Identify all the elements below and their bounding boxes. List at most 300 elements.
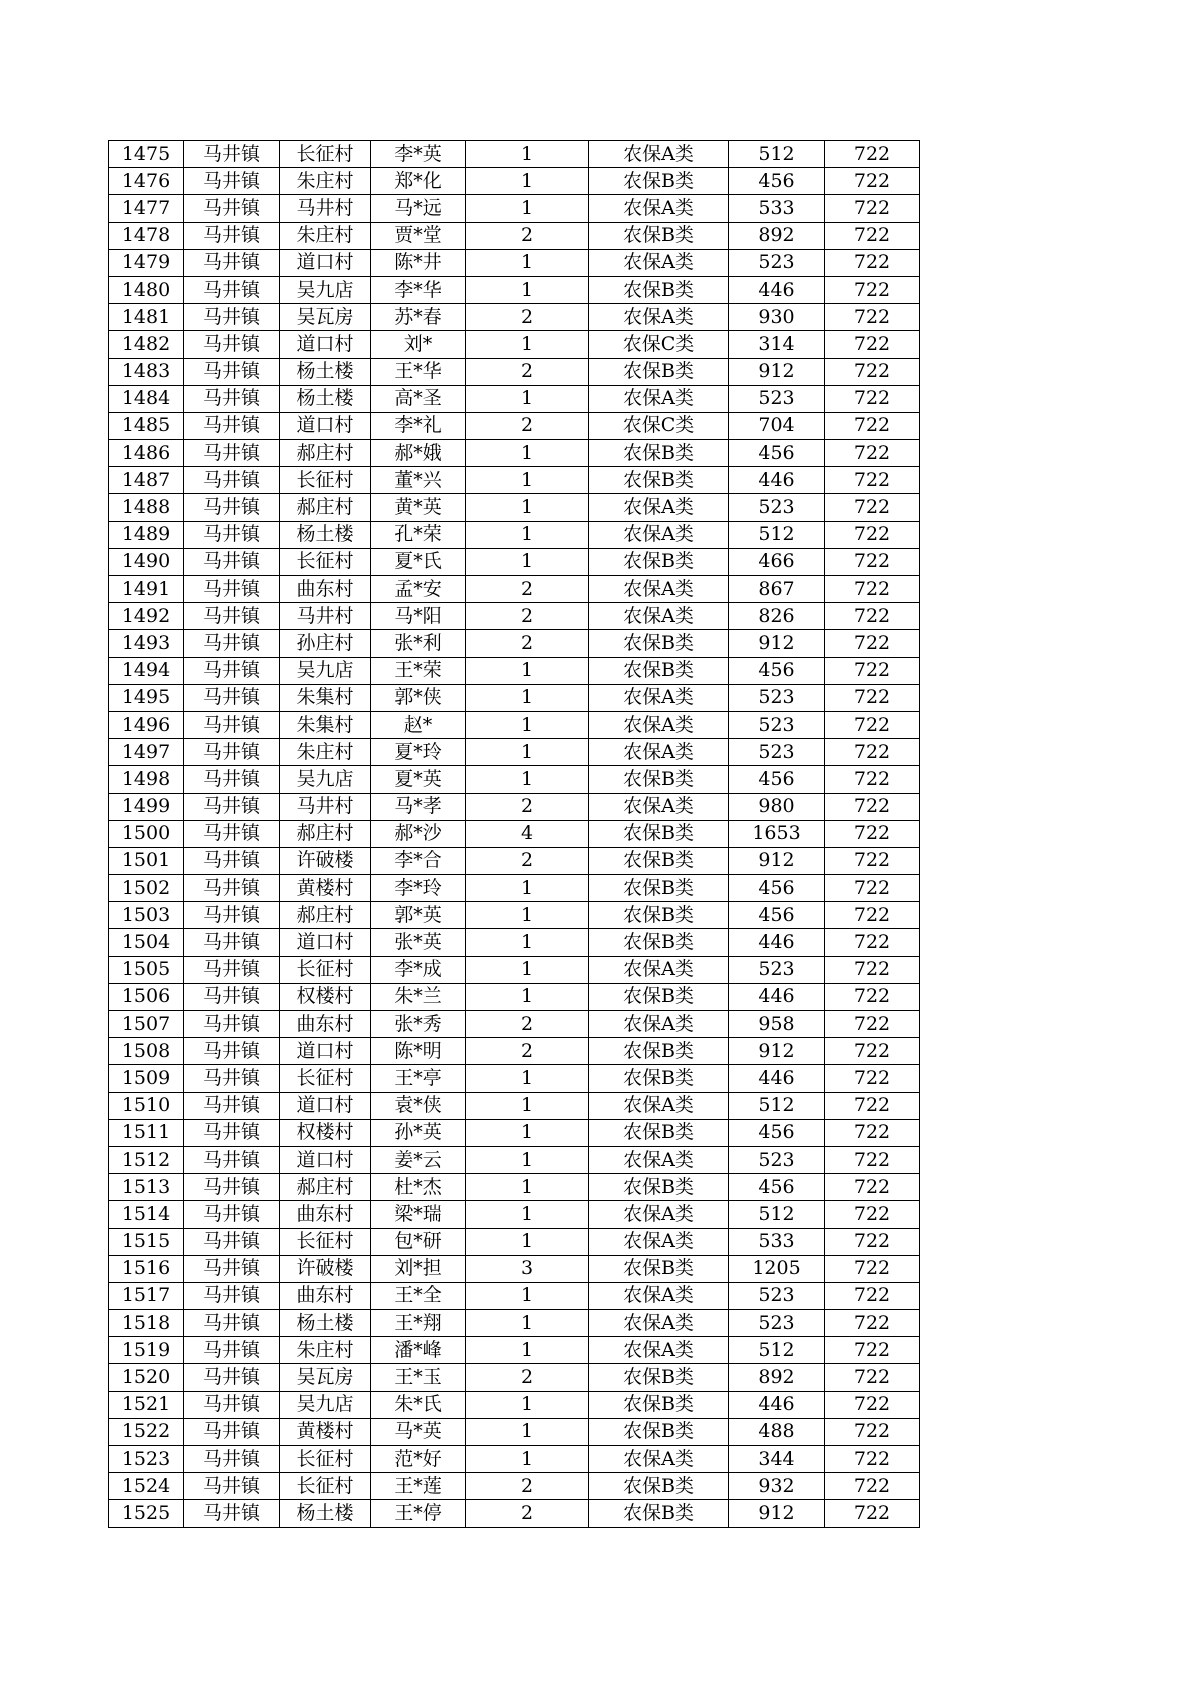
row-number-cell: 1525	[109, 1500, 184, 1527]
count-cell: 1	[466, 766, 589, 793]
name-cell: 苏*春	[371, 304, 466, 331]
town-cell: 马井镇	[184, 1391, 280, 1418]
village-cell: 吴瓦房	[280, 1364, 371, 1391]
town-cell: 马井镇	[184, 576, 280, 603]
category-cell: 农保B类	[589, 168, 729, 195]
name-cell: 孔*荣	[371, 521, 466, 548]
row-number-cell: 1506	[109, 983, 184, 1010]
town-cell: 马井镇	[184, 1038, 280, 1065]
row-number-cell: 1505	[109, 956, 184, 983]
name-cell: 王*翔	[371, 1310, 466, 1337]
table-row	[109, 222, 920, 249]
count-cell: 1	[466, 1282, 589, 1309]
amount-cell: 912	[729, 358, 825, 385]
code-cell: 722	[825, 1011, 920, 1038]
name-cell: 孙*英	[371, 1119, 466, 1146]
count-cell: 1	[466, 875, 589, 902]
name-cell: 贾*堂	[371, 222, 466, 249]
name-cell: 郭*侠	[371, 684, 466, 711]
count-cell: 2	[466, 1364, 589, 1391]
town-cell: 马井镇	[184, 902, 280, 929]
code-cell: 722	[825, 576, 920, 603]
name-cell: 杜*杰	[371, 1174, 466, 1201]
count-cell: 1	[466, 1092, 589, 1119]
count-cell: 3	[466, 1255, 589, 1282]
village-cell: 曲东村	[280, 576, 371, 603]
category-cell: 农保B类	[589, 548, 729, 575]
town-cell: 马井镇	[184, 304, 280, 331]
town-cell: 马井镇	[184, 222, 280, 249]
category-cell: 农保A类	[589, 603, 729, 630]
name-cell: 张*利	[371, 630, 466, 657]
village-cell: 道口村	[280, 1092, 371, 1119]
amount-cell: 446	[729, 983, 825, 1010]
village-cell: 黄楼村	[280, 875, 371, 902]
category-cell: 农保A类	[589, 576, 729, 603]
row-number-cell: 1510	[109, 1092, 184, 1119]
town-cell: 马井镇	[184, 956, 280, 983]
town-cell: 马井镇	[184, 1201, 280, 1228]
code-cell: 722	[825, 875, 920, 902]
row-number-cell: 1498	[109, 766, 184, 793]
amount-cell: 930	[729, 304, 825, 331]
category-cell: 农保A类	[589, 141, 729, 168]
count-cell: 1	[466, 956, 589, 983]
category-cell: 农保B类	[589, 902, 729, 929]
village-cell: 朱集村	[280, 711, 371, 738]
row-number-cell: 1503	[109, 902, 184, 929]
amount-cell: 523	[729, 684, 825, 711]
code-cell: 722	[825, 793, 920, 820]
table-row	[109, 820, 920, 847]
count-cell: 1	[466, 684, 589, 711]
name-cell: 朱*兰	[371, 983, 466, 1010]
row-number-cell: 1489	[109, 521, 184, 548]
table-row	[109, 168, 920, 195]
code-cell: 722	[825, 358, 920, 385]
code-cell: 722	[825, 1119, 920, 1146]
table-row	[109, 1228, 920, 1255]
table-row	[109, 576, 920, 603]
amount-cell: 826	[729, 603, 825, 630]
count-cell: 2	[466, 222, 589, 249]
code-cell: 722	[825, 684, 920, 711]
amount-cell: 912	[729, 630, 825, 657]
amount-cell: 1205	[729, 1255, 825, 1282]
code-cell: 722	[825, 1146, 920, 1173]
category-cell: 农保A类	[589, 1011, 729, 1038]
village-cell: 道口村	[280, 929, 371, 956]
town-cell: 马井镇	[184, 1174, 280, 1201]
code-cell: 722	[825, 956, 920, 983]
name-cell: 夏*氏	[371, 548, 466, 575]
village-cell: 吴九店	[280, 657, 371, 684]
table-row	[109, 1418, 920, 1445]
village-cell: 郝庄村	[280, 820, 371, 847]
amount-cell: 892	[729, 222, 825, 249]
row-number-cell: 1500	[109, 820, 184, 847]
count-cell: 1	[466, 168, 589, 195]
village-cell: 曲东村	[280, 1011, 371, 1038]
count-cell: 1	[466, 249, 589, 276]
table-row	[109, 739, 920, 766]
row-number-cell: 1480	[109, 276, 184, 303]
count-cell: 1	[466, 1201, 589, 1228]
category-cell: 农保A类	[589, 1146, 729, 1173]
amount-cell: 446	[729, 276, 825, 303]
village-cell: 马井村	[280, 195, 371, 222]
name-cell: 李*成	[371, 956, 466, 983]
amount-cell: 523	[729, 739, 825, 766]
table-row	[109, 956, 920, 983]
row-number-cell: 1519	[109, 1337, 184, 1364]
village-cell: 郝庄村	[280, 1174, 371, 1201]
village-cell: 杨土楼	[280, 521, 371, 548]
amount-cell: 446	[729, 929, 825, 956]
row-number-cell: 1520	[109, 1364, 184, 1391]
code-cell: 722	[825, 1282, 920, 1309]
row-number-cell: 1502	[109, 875, 184, 902]
table-row	[109, 630, 920, 657]
count-cell: 2	[466, 793, 589, 820]
row-number-cell: 1481	[109, 304, 184, 331]
count-cell: 1	[466, 1310, 589, 1337]
code-cell: 722	[825, 1038, 920, 1065]
code-cell: 722	[825, 195, 920, 222]
town-cell: 马井镇	[184, 603, 280, 630]
category-cell: 农保B类	[589, 1255, 729, 1282]
row-number-cell: 1479	[109, 249, 184, 276]
table-row	[109, 711, 920, 738]
village-cell: 马井村	[280, 603, 371, 630]
amount-cell: 512	[729, 1092, 825, 1119]
count-cell: 4	[466, 820, 589, 847]
table-row	[109, 603, 920, 630]
name-cell: 王*停	[371, 1500, 466, 1527]
code-cell: 722	[825, 521, 920, 548]
table-row	[109, 657, 920, 684]
code-cell: 722	[825, 222, 920, 249]
amount-cell: 446	[729, 467, 825, 494]
category-cell: 农保B类	[589, 1364, 729, 1391]
name-cell: 陈*明	[371, 1038, 466, 1065]
town-cell: 马井镇	[184, 494, 280, 521]
category-cell: 农保A类	[589, 739, 729, 766]
name-cell: 马*阳	[371, 603, 466, 630]
table-row	[109, 875, 920, 902]
name-cell: 董*兴	[371, 467, 466, 494]
count-cell: 1	[466, 521, 589, 548]
amount-cell: 932	[729, 1473, 825, 1500]
category-cell: 农保A类	[589, 249, 729, 276]
name-cell: 马*孝	[371, 793, 466, 820]
town-cell: 马井镇	[184, 168, 280, 195]
table-row	[109, 304, 920, 331]
town-cell: 马井镇	[184, 1065, 280, 1092]
code-cell: 722	[825, 820, 920, 847]
amount-cell: 523	[729, 711, 825, 738]
table-row	[109, 548, 920, 575]
count-cell: 1	[466, 1119, 589, 1146]
code-cell: 722	[825, 249, 920, 276]
row-number-cell: 1511	[109, 1119, 184, 1146]
amount-cell: 344	[729, 1446, 825, 1473]
count-cell: 1	[466, 467, 589, 494]
row-number-cell: 1476	[109, 168, 184, 195]
table-row	[109, 1473, 920, 1500]
table-row	[109, 385, 920, 412]
row-number-cell: 1507	[109, 1011, 184, 1038]
village-cell: 长征村	[280, 1473, 371, 1500]
name-cell: 郑*化	[371, 168, 466, 195]
category-cell: 农保B类	[589, 1038, 729, 1065]
amount-cell: 456	[729, 657, 825, 684]
name-cell: 袁*侠	[371, 1092, 466, 1119]
code-cell: 722	[825, 603, 920, 630]
count-cell: 1	[466, 276, 589, 303]
town-cell: 马井镇	[184, 820, 280, 847]
village-cell: 许破楼	[280, 847, 371, 874]
amount-cell: 456	[729, 902, 825, 929]
amount-cell: 523	[729, 1146, 825, 1173]
row-number-cell: 1493	[109, 630, 184, 657]
amount-cell: 523	[729, 249, 825, 276]
row-number-cell: 1486	[109, 440, 184, 467]
amount-cell: 867	[729, 576, 825, 603]
row-number-cell: 1487	[109, 467, 184, 494]
amount-cell: 523	[729, 494, 825, 521]
town-cell: 马井镇	[184, 630, 280, 657]
town-cell: 马井镇	[184, 929, 280, 956]
name-cell: 夏*玲	[371, 739, 466, 766]
town-cell: 马井镇	[184, 1473, 280, 1500]
table-row	[109, 440, 920, 467]
row-number-cell: 1522	[109, 1418, 184, 1445]
town-cell: 马井镇	[184, 875, 280, 902]
row-number-cell: 1491	[109, 576, 184, 603]
village-cell: 长征村	[280, 956, 371, 983]
amount-cell: 456	[729, 875, 825, 902]
row-number-cell: 1477	[109, 195, 184, 222]
row-number-cell: 1483	[109, 358, 184, 385]
village-cell: 郝庄村	[280, 440, 371, 467]
village-cell: 道口村	[280, 249, 371, 276]
table-row	[109, 847, 920, 874]
row-number-cell: 1499	[109, 793, 184, 820]
name-cell: 李*玲	[371, 875, 466, 902]
count-cell: 2	[466, 304, 589, 331]
name-cell: 王*全	[371, 1282, 466, 1309]
code-cell: 722	[825, 548, 920, 575]
town-cell: 马井镇	[184, 1310, 280, 1337]
amount-cell: 456	[729, 168, 825, 195]
name-cell: 张*秀	[371, 1011, 466, 1038]
village-cell: 吴九店	[280, 766, 371, 793]
town-cell: 马井镇	[184, 1255, 280, 1282]
category-cell: 农保B类	[589, 630, 729, 657]
table-row	[109, 1364, 920, 1391]
category-cell: 农保B类	[589, 1065, 729, 1092]
category-cell: 农保B类	[589, 276, 729, 303]
table-row	[109, 1092, 920, 1119]
village-cell: 黄楼村	[280, 1418, 371, 1445]
village-cell: 杨土楼	[280, 1500, 371, 1527]
category-cell: 农保B类	[589, 820, 729, 847]
town-cell: 马井镇	[184, 1146, 280, 1173]
row-number-cell: 1495	[109, 684, 184, 711]
category-cell: 农保A类	[589, 385, 729, 412]
row-number-cell: 1494	[109, 657, 184, 684]
amount-cell: 512	[729, 521, 825, 548]
category-cell: 农保A类	[589, 1228, 729, 1255]
name-cell: 陈*井	[371, 249, 466, 276]
name-cell: 李*华	[371, 276, 466, 303]
row-number-cell: 1508	[109, 1038, 184, 1065]
town-cell: 马井镇	[184, 195, 280, 222]
village-cell: 长征村	[280, 1065, 371, 1092]
village-cell: 长征村	[280, 1228, 371, 1255]
village-cell: 权楼村	[280, 983, 371, 1010]
amount-cell: 456	[729, 1174, 825, 1201]
category-cell: 农保A类	[589, 1337, 729, 1364]
town-cell: 马井镇	[184, 358, 280, 385]
name-cell: 郝*沙	[371, 820, 466, 847]
name-cell: 王*华	[371, 358, 466, 385]
village-cell: 朱庄村	[280, 168, 371, 195]
table-row	[109, 1038, 920, 1065]
table-row	[109, 358, 920, 385]
amount-cell: 456	[729, 766, 825, 793]
table-row	[109, 276, 920, 303]
count-cell: 2	[466, 358, 589, 385]
table-row	[109, 1391, 920, 1418]
town-cell: 马井镇	[184, 739, 280, 766]
row-number-cell: 1492	[109, 603, 184, 630]
town-cell: 马井镇	[184, 1337, 280, 1364]
name-cell: 张*英	[371, 929, 466, 956]
village-cell: 杨土楼	[280, 385, 371, 412]
category-cell: 农保A类	[589, 521, 729, 548]
amount-cell: 456	[729, 1119, 825, 1146]
town-cell: 马井镇	[184, 1011, 280, 1038]
count-cell: 1	[466, 1418, 589, 1445]
village-cell: 马井村	[280, 793, 371, 820]
town-cell: 马井镇	[184, 412, 280, 439]
village-cell: 曲东村	[280, 1282, 371, 1309]
town-cell: 马井镇	[184, 1092, 280, 1119]
name-cell: 范*好	[371, 1446, 466, 1473]
row-number-cell: 1524	[109, 1473, 184, 1500]
amount-cell: 523	[729, 956, 825, 983]
category-cell: 农保A类	[589, 793, 729, 820]
table-row	[109, 1201, 920, 1228]
amount-cell: 446	[729, 1065, 825, 1092]
village-cell: 长征村	[280, 548, 371, 575]
town-cell: 马井镇	[184, 440, 280, 467]
count-cell: 2	[466, 412, 589, 439]
town-cell: 马井镇	[184, 657, 280, 684]
village-cell: 许破楼	[280, 1255, 371, 1282]
code-cell: 722	[825, 1065, 920, 1092]
name-cell: 郭*英	[371, 902, 466, 929]
table-row	[109, 467, 920, 494]
amount-cell: 892	[729, 1364, 825, 1391]
category-cell: 农保B类	[589, 875, 729, 902]
row-number-cell: 1509	[109, 1065, 184, 1092]
category-cell: 农保A类	[589, 1201, 729, 1228]
row-number-cell: 1482	[109, 331, 184, 358]
code-cell: 722	[825, 304, 920, 331]
count-cell: 1	[466, 385, 589, 412]
count-cell: 1	[466, 1228, 589, 1255]
town-cell: 马井镇	[184, 1282, 280, 1309]
code-cell: 722	[825, 467, 920, 494]
category-cell: 农保A类	[589, 1282, 729, 1309]
village-cell: 郝庄村	[280, 902, 371, 929]
village-cell: 长征村	[280, 141, 371, 168]
village-cell: 朱集村	[280, 684, 371, 711]
row-number-cell: 1521	[109, 1391, 184, 1418]
row-number-cell: 1484	[109, 385, 184, 412]
code-cell: 722	[825, 141, 920, 168]
town-cell: 马井镇	[184, 249, 280, 276]
code-cell: 722	[825, 412, 920, 439]
village-cell: 道口村	[280, 412, 371, 439]
name-cell: 马*远	[371, 195, 466, 222]
village-cell: 朱庄村	[280, 1337, 371, 1364]
code-cell: 722	[825, 657, 920, 684]
row-number-cell: 1516	[109, 1255, 184, 1282]
count-cell: 1	[466, 141, 589, 168]
category-cell: 农保B类	[589, 657, 729, 684]
category-cell: 农保A类	[589, 304, 729, 331]
town-cell: 马井镇	[184, 141, 280, 168]
count-cell: 2	[466, 1011, 589, 1038]
category-cell: 农保B类	[589, 1391, 729, 1418]
count-cell: 1	[466, 929, 589, 956]
category-cell: 农保A类	[589, 1092, 729, 1119]
name-cell: 郝*娥	[371, 440, 466, 467]
count-cell: 2	[466, 630, 589, 657]
category-cell: 农保A类	[589, 494, 729, 521]
name-cell: 黄*英	[371, 494, 466, 521]
town-cell: 马井镇	[184, 1364, 280, 1391]
category-cell: 农保A类	[589, 684, 729, 711]
count-cell: 1	[466, 440, 589, 467]
code-cell: 722	[825, 494, 920, 521]
category-cell: 农保B类	[589, 1473, 729, 1500]
category-cell: 农保C类	[589, 412, 729, 439]
code-cell: 722	[825, 440, 920, 467]
town-cell: 马井镇	[184, 331, 280, 358]
code-cell: 722	[825, 1391, 920, 1418]
code-cell: 722	[825, 1500, 920, 1527]
count-cell: 2	[466, 603, 589, 630]
name-cell: 包*研	[371, 1228, 466, 1255]
table-row	[109, 983, 920, 1010]
row-number-cell: 1475	[109, 141, 184, 168]
count-cell: 1	[466, 1065, 589, 1092]
category-cell: 农保B类	[589, 467, 729, 494]
count-cell: 1	[466, 195, 589, 222]
table-row	[109, 1011, 920, 1038]
code-cell: 722	[825, 1092, 920, 1119]
table-row	[109, 195, 920, 222]
count-cell: 1	[466, 657, 589, 684]
village-cell: 道口村	[280, 331, 371, 358]
name-cell: 王*荣	[371, 657, 466, 684]
row-number-cell: 1488	[109, 494, 184, 521]
